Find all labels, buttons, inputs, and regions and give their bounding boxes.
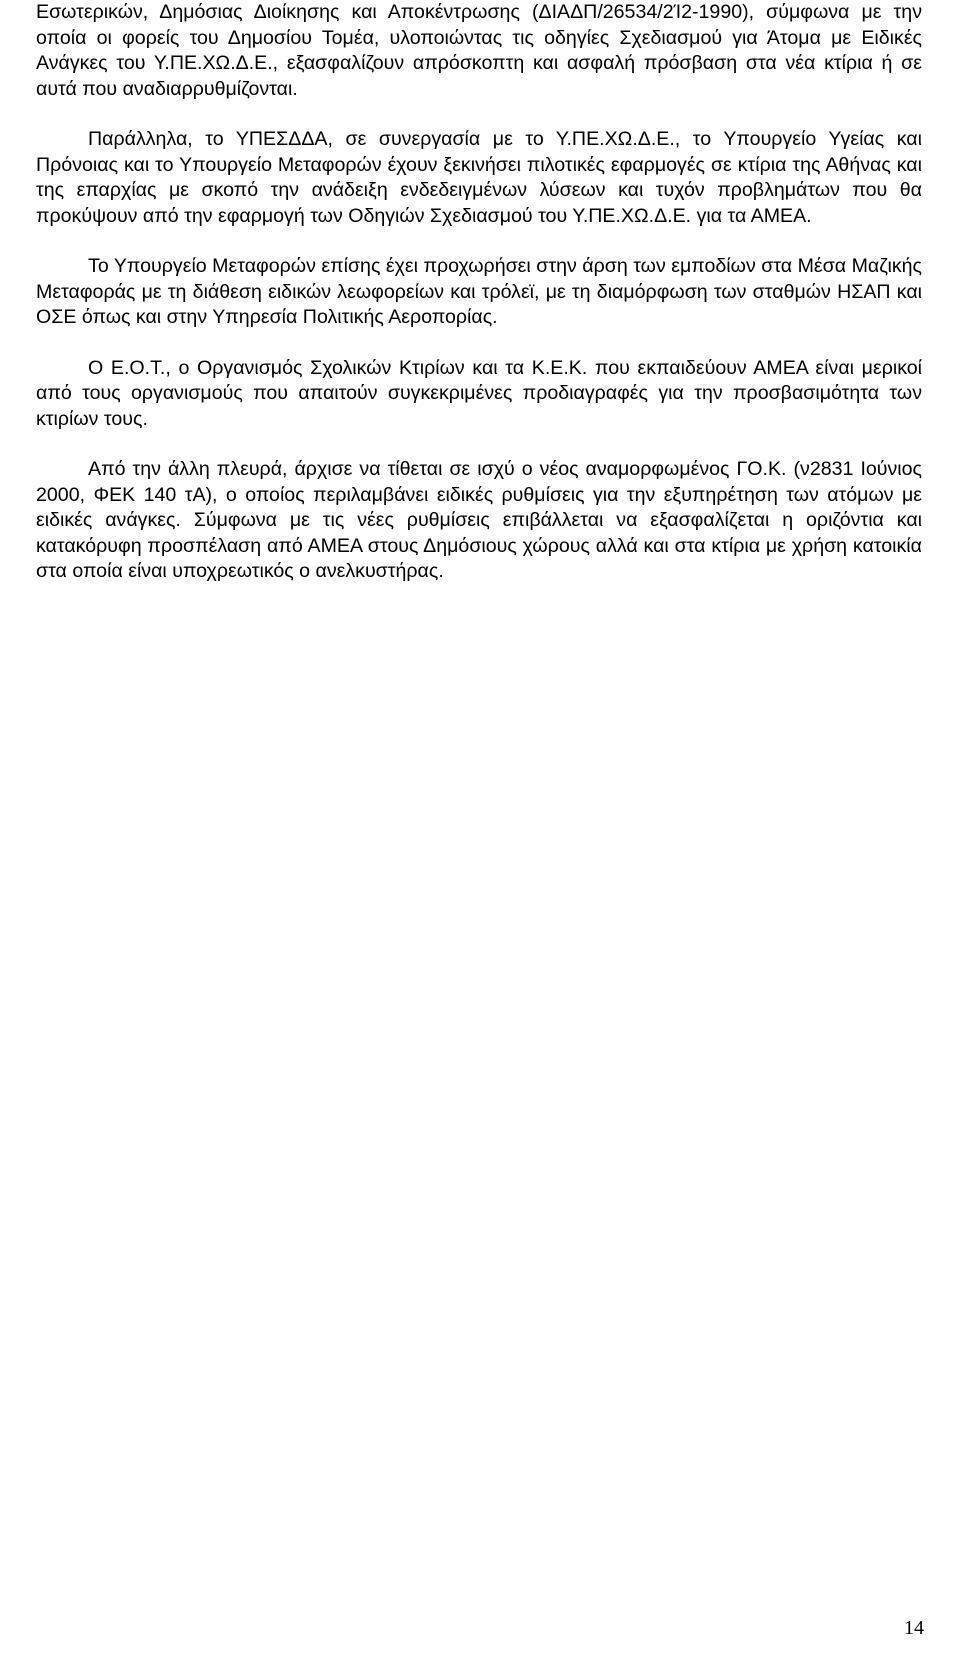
- page-number: 14: [904, 1617, 924, 1639]
- paragraph-continuation: Εσωτερικών, Δημόσιας Διοίκησης και Αποκέντρωσης (ΔΙΑΔΠ/26534/2Ί2-1990), σύμφωνα με την οποία οι φορείς του Δημοσίου Τομέα, υλοποιώντας τις οδηγίες Σχεδιασμού για Άτομα με Ειδικές Ανάγκες του Υ.ΠΕ.ΧΩ.Δ.Ε., εξασφαλίζουν απρόσκοπτη και ασφαλή πρόσβαση στα νέα κτίρια ή σε αυτά που αναδιαρρυθμίζονται.: [36, 1, 922, 100]
- paragraph-transport-ministry: Το Υπουργείο Μεταφορών επίσης έχει προχωρήσει στην άρση των εμποδίων στα Μέσα Μαζικής Μεταφοράς με τη διάθεση ειδικών λεωφορείων και τρόλεϊ, με τη διαμόρφωση των σταθμών ΗΣΑΠ και ΟΣΕ όπως και στην Υπηρεσία Πολιτικής Αεροπορίας.: [36, 255, 922, 328]
- paragraph-pilot-applications: Παράλληλα, το ΥΠΕΣΔΔΑ, σε συνεργασία με το Υ.ΠΕ.ΧΩ.Δ.Ε., το Υπουργείο Υγείας και Πρόνοιας και το Υπουργείο Μεταφορών έχουν ξεκινήσει πιλοτικές εφαρμογές σε κτίρια της Αθήνας και της επαρχίας με σκοπό την ανάδειξη ενδεδειγμένων λύσεων και τυχόν προβλημάτων που θα προκύψουν από την εφαρμογή των Οδηγιών Σχεδιασμού του Υ.ΠΕ.ΧΩ.Δ.Ε. για τα ΑΜΕΑ.: [36, 128, 922, 227]
- document-body: [36, 0, 922, 585]
- paragraph-organizations: Ο Ε.Ο.Τ., ο Οργανισμός Σχολικών Κτιρίων και τα Κ.Ε.Κ. που εκπαιδεύουν ΑΜΕΑ είναι μερικοί από τους οργανισμούς που απαιτούν συγκεκριμένες προδιαγραφές για την προσβασιμότητα των κτιρίων τους.: [36, 356, 922, 430]
- paragraph-building-code: Από την άλλη πλευρά, άρχισε να τίθεται σε ισχύ ο νέος αναμορφωμένος ΓΟ.Κ. (ν2831 Ιούνιος 2000, ΦΕΚ 140 τΑ), ο οποίος περιλαμβάνει ειδικές ρυθμίσεις για την εξυπηρέτηση των ατόμων με ειδικές ανάγκες. Σύμφωνα με τις νέες ρυθμίσεις επιβάλλεται να εξασφαλίζεται η οριζόντια και κατακόρυφη προσπέλαση από ΑΜΕΑ στους Δημόσιους χώρους αλλά και στα κτίρια με χρήση κατοικία στα οποία είναι υποχρεωτικός ο ανελκυστήρας.: [36, 458, 922, 582]
